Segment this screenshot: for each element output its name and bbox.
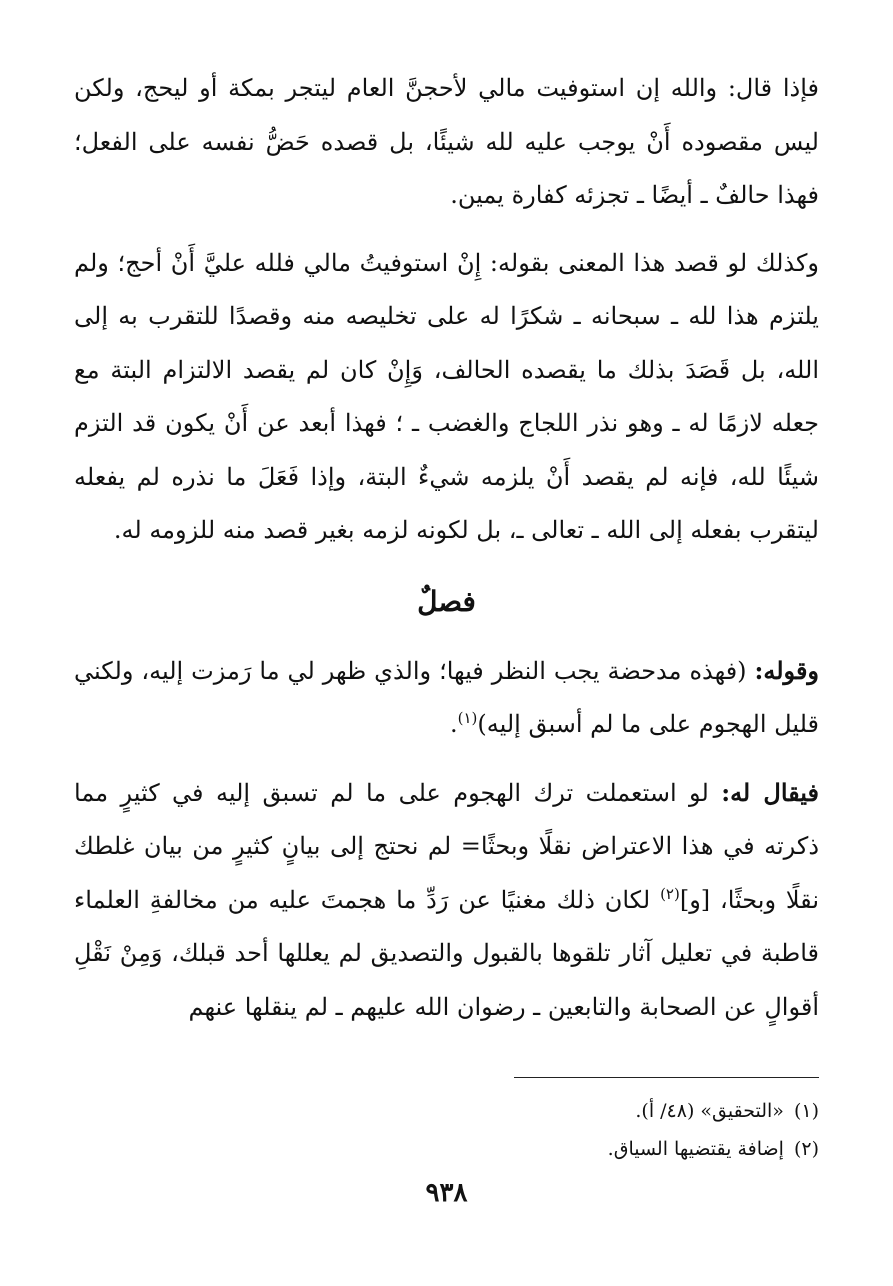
footnote-number: (١)	[793, 1100, 819, 1122]
footnotes	[74, 1092, 819, 1168]
footnote-2	[74, 1130, 819, 1168]
footnote-divider	[514, 1077, 819, 1078]
reply-lead: فيقال له:	[721, 777, 820, 807]
footnote-ref-1[interactable]: (١)	[457, 709, 478, 727]
footnote-number: (٢)	[793, 1138, 819, 1160]
page-number: ٩٣٨	[425, 1178, 468, 1208]
quote-paragraph	[74, 644, 819, 752]
reply-paragraph	[74, 766, 819, 1035]
quote-text: (فهذه مدحضة يجب النظر فيها؛ والذي ظهر لي ما رَمزت إليه، ولكني قليل الهجوم على ما لم أسبق إليه)	[74, 656, 819, 738]
reply-text-a: لو استعملت ترك الهجوم على ما لم تسبق إليه في كثيرٍ مما ذكرته في هذا الاعتراض نقلًا وبحثًا= لم نحتج إلى بيانٍ كثيرٍ من بيان غلطك نقلًا وبحثًا، [و]	[74, 778, 820, 914]
section-heading: فصلٌ	[417, 584, 476, 618]
reply-text-b: لكان ذلك مغنيًا عن رَدِّ ما هجمتَ عليه من مخالفةِ العلماء قاطبة في تعليل آثار تلقوها بالقبول والتصديق لم يعللها أحد قبلك، وَمِنْ نَقْلِ أقوالٍ عن الصحابة والتابعين ـ رضوان الله عليهم ـ لم ينقلها عنهم	[74, 885, 819, 1021]
footnote-text: إضافة يقتضيها السياق.	[607, 1138, 784, 1160]
paragraph-2: وكذلك لو قصد هذا المعنى بقوله: إِنْ استوفيتُ مالي فلله عليَّ أَنْ أحج؛ ولم يلتزم هذا لله ـ سبحانه ـ شكرًا له على تخليصه منه وقصدًا للتقرب به إلى الله، بل قَصَدَ بذلك ما يقصده الحالف، وَإِنْ كان لم يقصد الالتزام البتة مع جعله لازمًا له ـ وهو نذر اللجاج والغضب ـ ؛ فهذا أبعد عن أَنْ يكون قد التزم شيئًا لله، فإنه لم يقصد أَنْ يلزمه شيءٌ البتة، وإذا فَعَلَ ما نذره لم يفعله ليتقرب بفعله إلى الله ـ تعالى ـ، بل لكونه لزمه بغير قصد منه للزومه له.	[74, 248, 819, 544]
quote-lead: وقوله:	[754, 655, 819, 685]
footnote-1	[74, 1092, 819, 1130]
quote-end: .	[449, 710, 458, 738]
footnote-text: «التحقيق» (٤٨/ أ).	[635, 1100, 784, 1122]
paragraph-1: فإذا قال: والله إن استوفيت مالي لأحجنَّ العام ليتجر بمكة أو ليحج، ولكن ليس مقصوده أَنْ يوجب عليه لله شيئًا، بل قصده حَضُّ نفسه على الفعل؛ فهذا حالفٌ ـ أيضًا ـ تجزئه كفارة يمين.	[74, 74, 819, 209]
footnote-ref-2[interactable]: (٢)	[660, 884, 680, 903]
main-text	[74, 62, 819, 1034]
